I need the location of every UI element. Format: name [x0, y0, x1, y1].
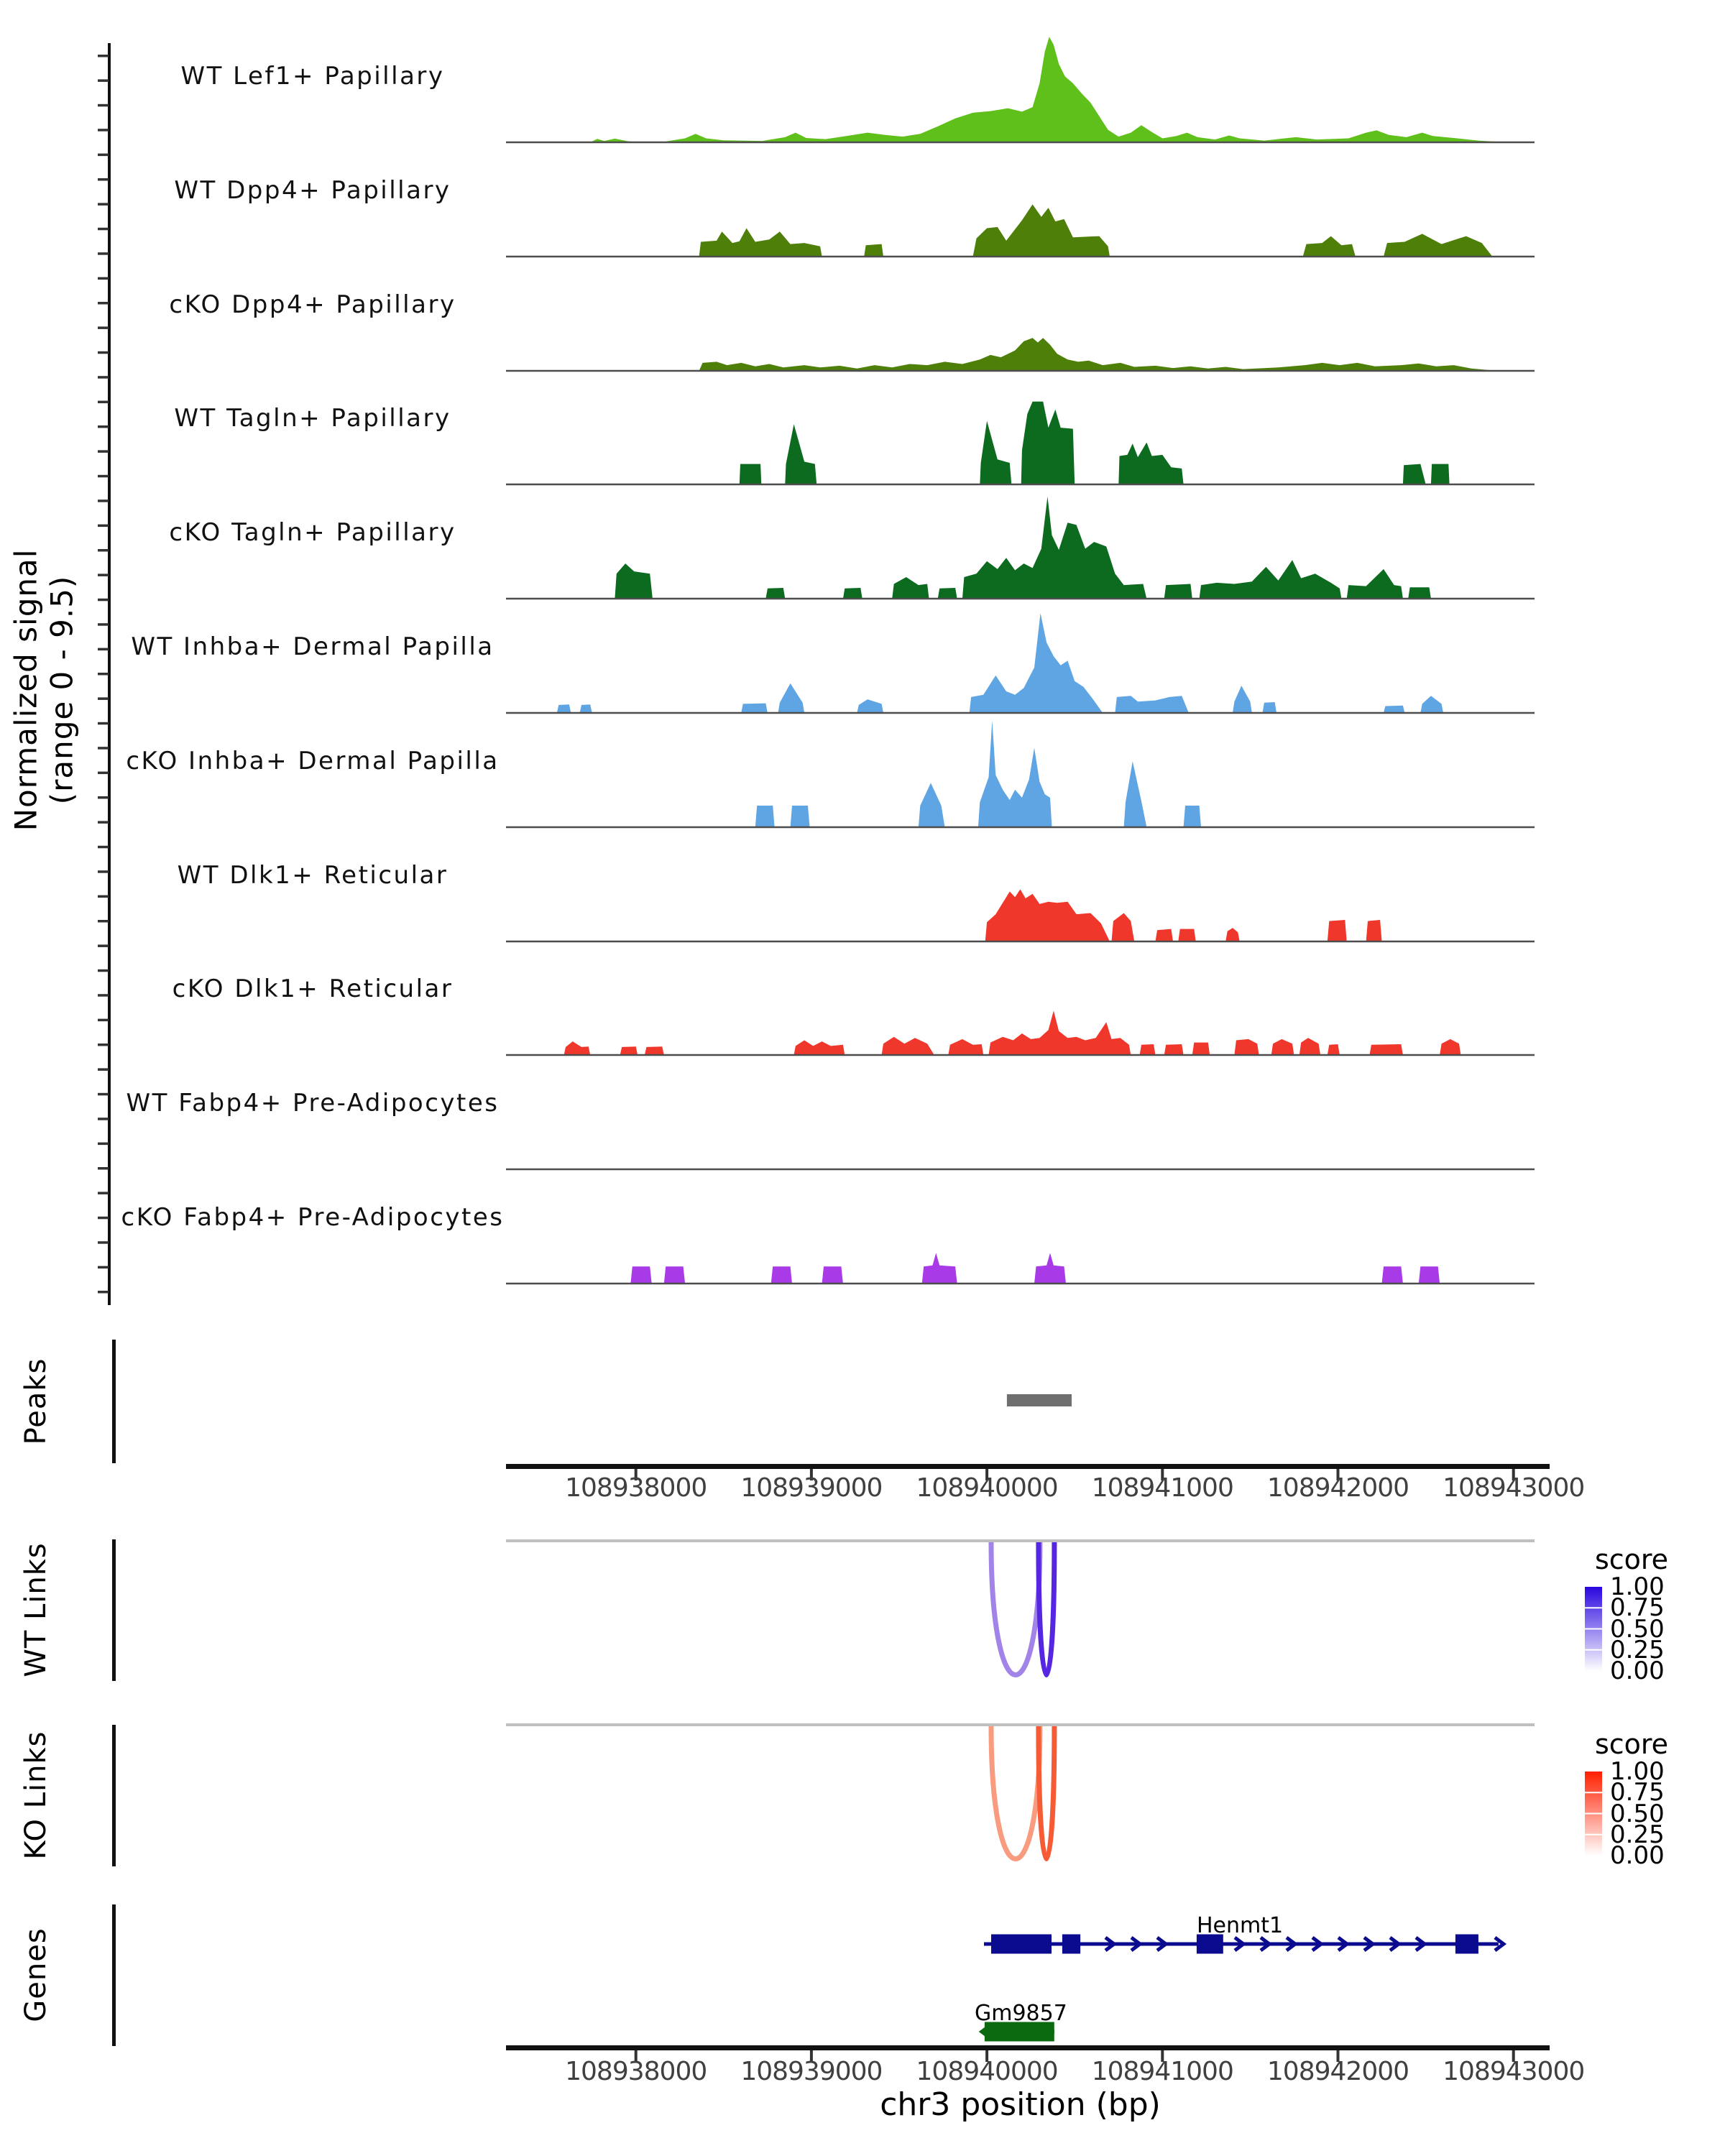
genomic-position-tick-label: 108943000 [1443, 2057, 1585, 2086]
genes-axis-segment [112, 1904, 116, 2046]
track-label: cKO Inhba+ Dermal Papilla [126, 747, 500, 775]
x-axis-title: chr3 position (bp) [880, 2086, 1161, 2123]
y-axis-tick [98, 599, 109, 602]
gene-exon [991, 1935, 1052, 1954]
track-label: WT Tagln+ Papillary [174, 404, 451, 433]
gene-exon [1062, 1935, 1080, 1954]
y-axis-tick [98, 154, 109, 157]
wt-link-arc [1039, 1542, 1054, 1675]
y-axis-tick [98, 228, 109, 231]
genomic-position-tick-label: 108938000 [565, 1473, 707, 1503]
y-axis-tick [98, 1291, 109, 1294]
y-axis-tick [98, 277, 109, 280]
genes-section-label: Genes [19, 1927, 52, 2022]
y-axis-tick [98, 1217, 109, 1220]
y-axis-tick [98, 252, 109, 255]
track-label: WT Inhba+ Dermal Papilla [131, 632, 494, 661]
track-label: WT Fabp4+ Pre-Adipocytes [126, 1089, 500, 1118]
genomic-position-tick-label: 108942000 [1266, 2057, 1409, 2086]
y-axis-tick [98, 821, 109, 824]
y-axis-tick [98, 895, 109, 898]
y-axis-tick [98, 1068, 109, 1071]
y-axis-tick [98, 450, 109, 453]
y-axis-tick [98, 870, 109, 873]
legend-score-value: 0.50 [1610, 1614, 1665, 1644]
y-axis-tick [98, 1118, 109, 1120]
y-axis-tick [98, 573, 109, 576]
coverage-area [506, 37, 1535, 142]
y-axis-tick [98, 1266, 109, 1269]
legend-score-value: 0.25 [1610, 1820, 1665, 1849]
y-axis-tick [98, 648, 109, 651]
track-label: WT Dpp4+ Papillary [174, 176, 451, 205]
y-axis-tick [98, 722, 109, 725]
genomic-position-tick-label: 108938000 [565, 2057, 707, 2086]
y-axis-tick [98, 623, 109, 626]
genomic-position-tick-label: 108939000 [740, 2057, 883, 2086]
y-axis-tick [98, 525, 109, 528]
coverage-area [506, 338, 1535, 371]
y-axis-tick [98, 351, 109, 354]
genomic-position-tick-label: 108940000 [916, 1473, 1058, 1503]
y-axis-tick [98, 944, 109, 947]
y-axis-label-line1: Normalized signal [8, 548, 44, 831]
peaks-section-label: Peaks [19, 1358, 52, 1445]
coverage-area [506, 1010, 1535, 1055]
coverage-area [506, 721, 1535, 827]
legend-score-value: 1.00 [1610, 1757, 1665, 1786]
ko-link-arc [1039, 1726, 1054, 1859]
y-axis-tick [98, 549, 109, 552]
coverage-area [506, 889, 1535, 941]
peak-interval-bar [1007, 1394, 1072, 1406]
y-axis-tick [98, 1192, 109, 1194]
legend-score-value: 0.75 [1610, 1593, 1665, 1623]
y-axis-tick [98, 104, 109, 107]
ko-link-arc [991, 1726, 1040, 1859]
y-axis-tick [98, 1143, 109, 1146]
ko-links-section-label: KO Links [19, 1731, 52, 1860]
y-axis-label-line2: (range 0 - 9.5) [44, 575, 80, 805]
y-axis-tick [98, 673, 109, 676]
coverage-area [506, 1253, 1535, 1284]
legend-score-value: 1.00 [1610, 1572, 1665, 1601]
track-label: cKO Dlk1+ Reticular [172, 975, 454, 1003]
y-axis-tick [98, 697, 109, 700]
y-axis-tick [98, 969, 109, 972]
coverage-area [506, 402, 1535, 484]
y-axis-tick [98, 846, 109, 849]
wt-link-arc [991, 1542, 1040, 1675]
genomic-position-tick-label: 108940000 [916, 2057, 1058, 2086]
gene-name-label: Henmt1 [1197, 1913, 1284, 1938]
y-axis-tick [98, 1044, 109, 1046]
y-axis-tick [98, 499, 109, 502]
y-axis-tick [98, 920, 109, 923]
y-axis-tick [98, 55, 109, 57]
ko-links-axis-segment [112, 1725, 116, 1866]
coverage-area [506, 497, 1535, 599]
track-label: cKO Tagln+ Papillary [169, 518, 456, 547]
y-axis-tick [98, 772, 109, 775]
genomic-position-tick-label: 108941000 [1091, 1473, 1233, 1503]
gene-exon [1455, 1935, 1478, 1954]
legend-score-value: 0.00 [1610, 1841, 1665, 1870]
genomic-position-tick-label: 108941000 [1091, 2057, 1233, 2086]
bottom-x-axis-line [506, 2045, 1550, 2050]
y-axis-tick [98, 994, 109, 997]
track-label: WT Dlk1+ Reticular [177, 861, 448, 890]
gene-name-label: Gm9857 [975, 2001, 1067, 2026]
y-axis-tick [98, 747, 109, 750]
y-axis-tick [98, 302, 109, 305]
track-label: cKO Dpp4+ Papillary [169, 290, 456, 319]
y-axis-tick [98, 203, 109, 206]
y-axis-tick [98, 475, 109, 478]
genomic-position-tick-label: 108943000 [1443, 1473, 1585, 1503]
wt-links-legend-title: score [1594, 1544, 1669, 1575]
coverage-area [506, 613, 1535, 713]
legend-score-value: 0.00 [1610, 1657, 1665, 1685]
wt-links-axis-segment [112, 1539, 116, 1681]
genomic-position-tick-label: 108942000 [1266, 1473, 1409, 1503]
track-label: cKO Fabp4+ Pre-Adipocytes [121, 1203, 505, 1232]
peaks-axis-segment [112, 1340, 116, 1463]
y-axis-tick [98, 1093, 109, 1096]
legend-score-value: 0.25 [1610, 1635, 1665, 1664]
legend-score-value: 0.75 [1610, 1778, 1665, 1807]
y-axis-tick [98, 1167, 109, 1170]
y-axis-tick [98, 796, 109, 799]
wt-links-section-label: WT Links [19, 1542, 52, 1677]
coverage-area [506, 204, 1535, 257]
y-axis-tick [98, 1019, 109, 1022]
legend-score-value: 0.50 [1610, 1799, 1665, 1828]
y-axis-tick [98, 425, 109, 428]
y-axis-tick [98, 401, 109, 404]
peaks-x-axis-line [506, 1464, 1550, 1469]
y-axis-tick [98, 376, 109, 379]
genomic-position-tick-label: 108939000 [740, 1473, 883, 1503]
y-axis-tick [98, 178, 109, 181]
y-axis-tick [98, 129, 109, 132]
y-axis-tick [98, 79, 109, 82]
y-axis-tick [98, 326, 109, 329]
y-axis-tick [98, 1241, 109, 1244]
ko-links-legend-title: score [1594, 1728, 1669, 1760]
track-label: WT Lef1+ Papillary [180, 62, 445, 91]
